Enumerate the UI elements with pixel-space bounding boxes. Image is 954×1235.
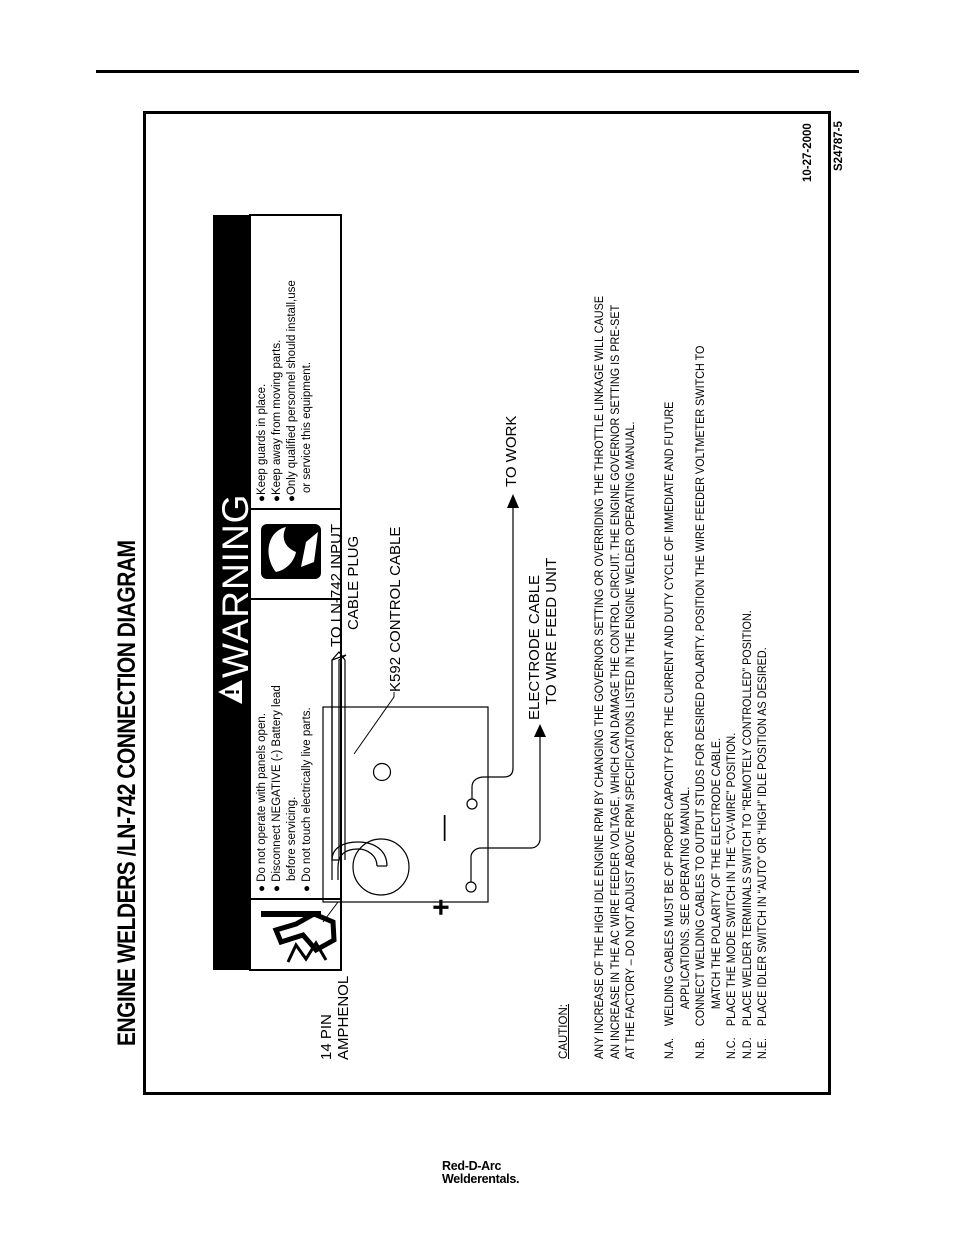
warning-item: ● Disconnect NEGATIVE (-) Battery lead bbox=[271, 685, 283, 892]
note-item: N.C. PLACE THE MODE SWITCH IN THE “CV-WIRE” POSITION. bbox=[726, 732, 738, 1059]
top-rule bbox=[96, 70, 859, 73]
caution-heading: CAUTION: bbox=[558, 1004, 570, 1059]
diagram-title: ENGINE WELDERS /LN-742 CONNECTION DIAGRAM bbox=[113, 540, 141, 1046]
warning-item: before servicing. bbox=[286, 796, 298, 881]
note-item: N.E. PLACE IDLER SWITCH IN “AUTO” OR “HIGH” IDLE POSITION AS DESIRED. bbox=[757, 647, 769, 1059]
warning-column-2 bbox=[255, 280, 315, 502]
warning-item: ● Do not touch electrically live parts. bbox=[301, 707, 313, 892]
input-plug-label: TO LN-742 INPUT CABLE PLUG bbox=[328, 523, 362, 647]
minus-symbol: — bbox=[427, 815, 457, 841]
negative-stud bbox=[467, 799, 477, 809]
moving-parts-icon bbox=[261, 524, 321, 579]
warning-column-1 bbox=[255, 685, 315, 892]
electrode-cable-label: ELECTRODE CABLE TO WIRE FEED UNIT bbox=[526, 557, 560, 720]
diagram-date: 10-27-2000 bbox=[802, 123, 814, 182]
note-item: N.D. PLACE WELDER TERMINALS SWITCH TO “REMOTELY CONTROLLED” POSITION. bbox=[741, 610, 754, 1059]
work-cable-line bbox=[472, 508, 513, 799]
amphenol-connector bbox=[353, 839, 409, 895]
plus-symbol: + bbox=[425, 898, 458, 916]
red-d-arc-logo: Red-D-Arc Welderentals. bbox=[442, 1159, 520, 1187]
warning-item: ●Keep away from moving parts. bbox=[271, 339, 283, 502]
diagram-content bbox=[113, 114, 845, 1092]
control-cable-label: K592 CONTROL CABLE bbox=[387, 526, 404, 692]
to-work-label: TO WORK bbox=[503, 415, 520, 487]
electric-shock-icon bbox=[261, 911, 334, 962]
warning-item: ● Do not operate with panels open. bbox=[256, 713, 268, 892]
warning-heading: WARNING bbox=[215, 493, 256, 678]
notes-list bbox=[663, 346, 772, 1059]
amphenol-label: 14 PIN AMPHENOL bbox=[318, 975, 352, 1060]
warning-item: ●Only qualified personnel should install,use bbox=[286, 280, 298, 502]
welder-output-panel bbox=[323, 707, 488, 902]
note-item: N.B. CONNECT WELDING CABLES TO OUTPUT STUDS FOR DESIRED POLARITY. POSITION THE WIRE FEEDER VOLTMETER SWITCH TO MATCH THE POLARITY OF THE ELECTRODE CABLE. bbox=[695, 345, 723, 1059]
positive-stud bbox=[466, 882, 476, 892]
part-number: S24787-5 bbox=[833, 121, 845, 171]
note-item: N.A. WELDING CABLES MUST BE OF PROPER CAPACITY FOR THE CURRENT AND DUTY CYCLE OF IMMEDIATE AND FUTURE APPLICATIONS. SEE OPERATING MANUAL. bbox=[664, 401, 692, 1059]
warning-item: or service this equipment. bbox=[301, 361, 313, 493]
caution-text: ANY INCREASE OF THE HIGH IDLE ENGINE RPM BY CHANGING THE GOVERNOR SETTING OR OVERRIDING THE THROTTLE LINKAGE WILL CAUSE AN INCREASE IN THE AC WIRE FEEDER VOLTAGE, WHICH CAN DAMAGE THE CONTROL CIRCUIT. THE ENGINE GOVERNOR SETTING IS PRE-SET AT THE FACTORY – DO NOT ADJUST ABOVE RPM SPECIFICATIONS LISTED IN THE ENGINE WELDER OPERATING MANUAL. bbox=[594, 295, 637, 1059]
warning-item: ●Keep guards in place. bbox=[256, 383, 268, 502]
electrode-cable-line bbox=[471, 737, 540, 882]
